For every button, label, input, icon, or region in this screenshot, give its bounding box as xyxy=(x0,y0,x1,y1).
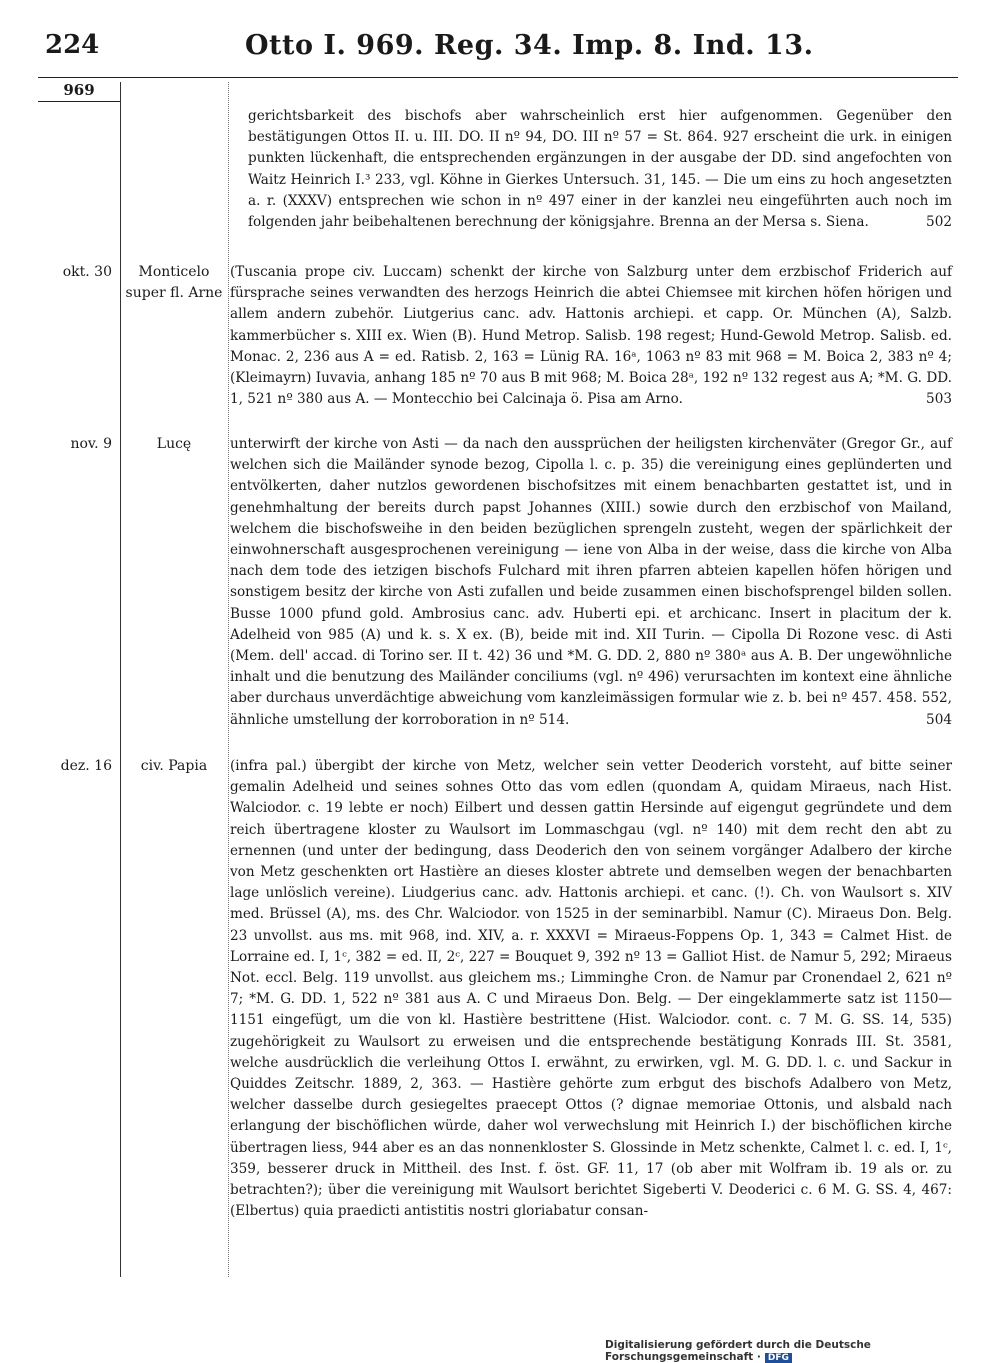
page-number: 224 xyxy=(45,30,100,60)
entry-text-block xyxy=(248,106,952,233)
entry-text: unterwirft der kirche von Asti — da nach den aussprüchen der heiligsten kirchenväter (Gregor Gr., auf welchen sich die Mailänder synode bezog, Cipolla l. c. p. 35) die vereinigung eines geplünderten und entvölkerten, daher nutzlos gewordenen bischofsitzes mit einem benachbarten gestattet ist, und in genehmhaltung der bereits durch papst Johannes (XIII.) sowie durch den erzbischof von Mailand, welchem die bischofsweihe in den beiden bezüglichen sprengeln zusteht, wegen der spärlichkeit der einwohnerschaft ausgesprochenen vereinigung — iene von Alba in der weise, dass die kirche von Alba nach dem tode des ietzigen bischofs Fulchard mit ihren pfarren abteien kapellen höfen hörigen und sonstigem besitz der kirche von Asti zufallen und beide zusammen einen bischofsprengel bilden sollen. Busse 1000 pfund gold. Ambrosius canc. adv. Huberti epi. et archicanc. Insert in placitum der k. Adelheid von 985 (A) und k. s. X ex. (B), beide mit ind. XII Turin. — Cipolla Di Rozone vesc. di Asti (Mem. dell' accad. di Torino ser. II t. 42) 36 und *M. G. DD. 2, 880 nº 380ᵃ aus A. B. Der ungewöhnliche inhalt und die benutzung des Mailänder conciliums (vgl. nº 496) verursachten im kontext eine ähnliche aber durchaus unverdächtige abweichung vom kanzleimässigen formular wie z. b. bei nº 457. 458. 552, ähnliche umstellung der korroboration in nº 514. xyxy=(230,436,952,728)
regest-number: 504 xyxy=(926,711,952,728)
page-header xyxy=(0,30,1000,70)
regest-number: 503 xyxy=(926,391,952,408)
regest-number: 502 xyxy=(926,214,952,231)
entry-text: gerichtsbarkeit des bischofs aber wahrscheinlich erst hier aufgenommen. Gegenüber den bestätigungen Ottos II. u. III. DO. II nº 94, DO. III nº 57 = St. 864. 927 erscheint die urk. in einigen punkten lückenhaft, die entsprechenden ergänzungen in der ausgabe der DD. sind angefochten von Waitz Heinrich I.³ 233, vgl. Köhne in Gierkes Untersuch. 31, 145. — Die um eins zu hoch angesetzten a. r. (XXXV) entsprechen wie schon in nº 497 einer in der kanzlei neu eingeführten auch noch im folgenden jahr beibehaltenen berechnung der königsjahre. Brenna an der Mersa s. Siena. xyxy=(248,108,952,231)
entry-date: dez. 16 xyxy=(60,758,112,774)
year-label: 969 xyxy=(63,81,95,99)
dfg-logo: DFG xyxy=(765,1353,792,1363)
entry-text-block xyxy=(230,262,952,410)
entry-text-block xyxy=(230,756,952,1222)
digitization-footer xyxy=(605,1339,1000,1363)
header-rule xyxy=(38,77,958,78)
column-divider-date xyxy=(120,82,121,1277)
entry-text-block xyxy=(230,434,952,731)
running-title: Otto I. 969. Reg. 34. Imp. 8. Ind. 13. xyxy=(245,30,814,61)
entry-date: nov. 9 xyxy=(70,436,112,452)
entry-text: (Tuscania prope civ. Luccam) schenkt der kirche von Salzburg unter dem erzbischof Friderich auf fürsprache seines verwandten des herzogs Heinrich die abtei Chiemsee mit kirchen höfen hörigen und allem andern zubehör. Liutgerius canc. adv. Hattonis archiepi. et capp. Or. München (A), Salzb. kammerbücher s. XIII ex. Wien (B). Hund Metrop. Salisb. 198 regest; Hund-Gewold Metrop. Salisb. ed. Monac. 2, 236 aus A = ed. Ratisb. 2, 163 = Lünig RA. 16ᵃ, 1063 nº 83 mit 968 = M. Boica 2, 383 nº 4; (Kleimayrn) Iuvavia, anhang 185 nº 70 aus B mit 968; M. Boica 28ᵃ, 192 nº 132 regest aus A; *M. G. DD. 1, 521 nº 380 aus A. — Montecchio bei Calcinaja ö. Pisa am Arno. xyxy=(230,264,952,408)
year-rule xyxy=(38,101,120,102)
entry-place: civ. Papia xyxy=(140,758,208,774)
entry-place: Monticelo super fl. Arne xyxy=(125,264,223,301)
footer-text: Digitalisierung gefördert durch die Deutsche Forschungsgemeinschaft · xyxy=(605,1339,871,1363)
column-divider-place xyxy=(228,82,229,1277)
entry-text: (infra pal.) übergibt der kirche von Metz, welcher sein vetter Deoderich vorsteht, auf bitte seiner gemalin Adelheid und seines sohnes Otto das vom edlen (quondam A, quidam Miraeus, nach Hist. Walciodor. c. 19 lebte er noch) Eilbert und dessen gattin Hersinde auf eigengut gegründete und dem reich übertragene kloster zu Waulsort im Lommaschgau (vgl. nº 140) mit dem recht den abt zu ernennen (und unter der bedingung, dass Deoderich den von seinem vorgänger Adalbero der kirche von Metz geschenkten ort Hastière an dieses kloster abtrete und demselben wegen der benachbarten lage unlöslich vereine). Liudgerius canc. adv. Hattonis archiepi. et canc. (!). Ch. von Waulsort s. XIV med. Brüssel (A), ms. des Chr. Walciodor. von 1525 in der seminarbibl. Namur (C). Miraeus Don. Belg. 23 unvollst. aus ms. mit 968, ind. XIV, a. r. XXXVI = Miraeus-Foppens Op. 1, 343 = Calmet Hist. de Lorraine ed. I, 1ᶜ, 382 = ed. II, 2ᶜ, 227 = Bouquet 9, 392 nº 13 = Galliot Hist. de Namur 5, 292; Miraeus Not. eccl. Belg. 119 unvollst. aus gleichem ms.; Limminghe Cron. de Namur par Cronendael 2, 621 nº 7; *M. G. DD. 1, 522 nº 381 aus A. C und Miraeus Don. Belg. — Der eingeklammerte satz ist 1150—1151 eingefügt, um die von kl. Hastière bestrittene (Hist. Walciodor. cont. c. 7 M. G. SS. 14, 535) zugehörigkeit zu Waulsort zu erweisen und die entsprechende bestätigung Konrads III. St. 3581, welche ausdrücklich die verleihung Ottos I. erwähnt, zu erwirken, vgl. M. G. DD. l. c. und Sackur in Quiddes Zeitschr. 1889, 2, 363. — Hastière gehörte zum erbgut des bischofs Adalbero von Metz, welcher dasselbe durch gesiegeltes praecept Ottos (? dignae memoriae Ottonis, und alsbald nach erlangung der bischöflichen würde, daher wol verwechslung mit Heinrich I.) der bischöflichen kirche übertragen liess, 944 aber es an das nonnenkloster S. Glossinde in Metz schenkte, Calmet l. c. ed. I, 1ᶜ, 359, besserer druck in Mittheil. des Inst. f. öst. GF. 11, 17 (ob aber mit Wolfram ib. 19 als or. zu betrachten?); über die vereinigung mit Waulsort berichtet Sigeberti V. Deoderici c. 6 M. G. SS. 4, 467: (Elbertus) quia praedicti antistitis nostri gloriabatur consan- xyxy=(230,758,952,1220)
entry-place: Lucę xyxy=(156,436,192,452)
entry-date: okt. 30 xyxy=(62,264,112,280)
